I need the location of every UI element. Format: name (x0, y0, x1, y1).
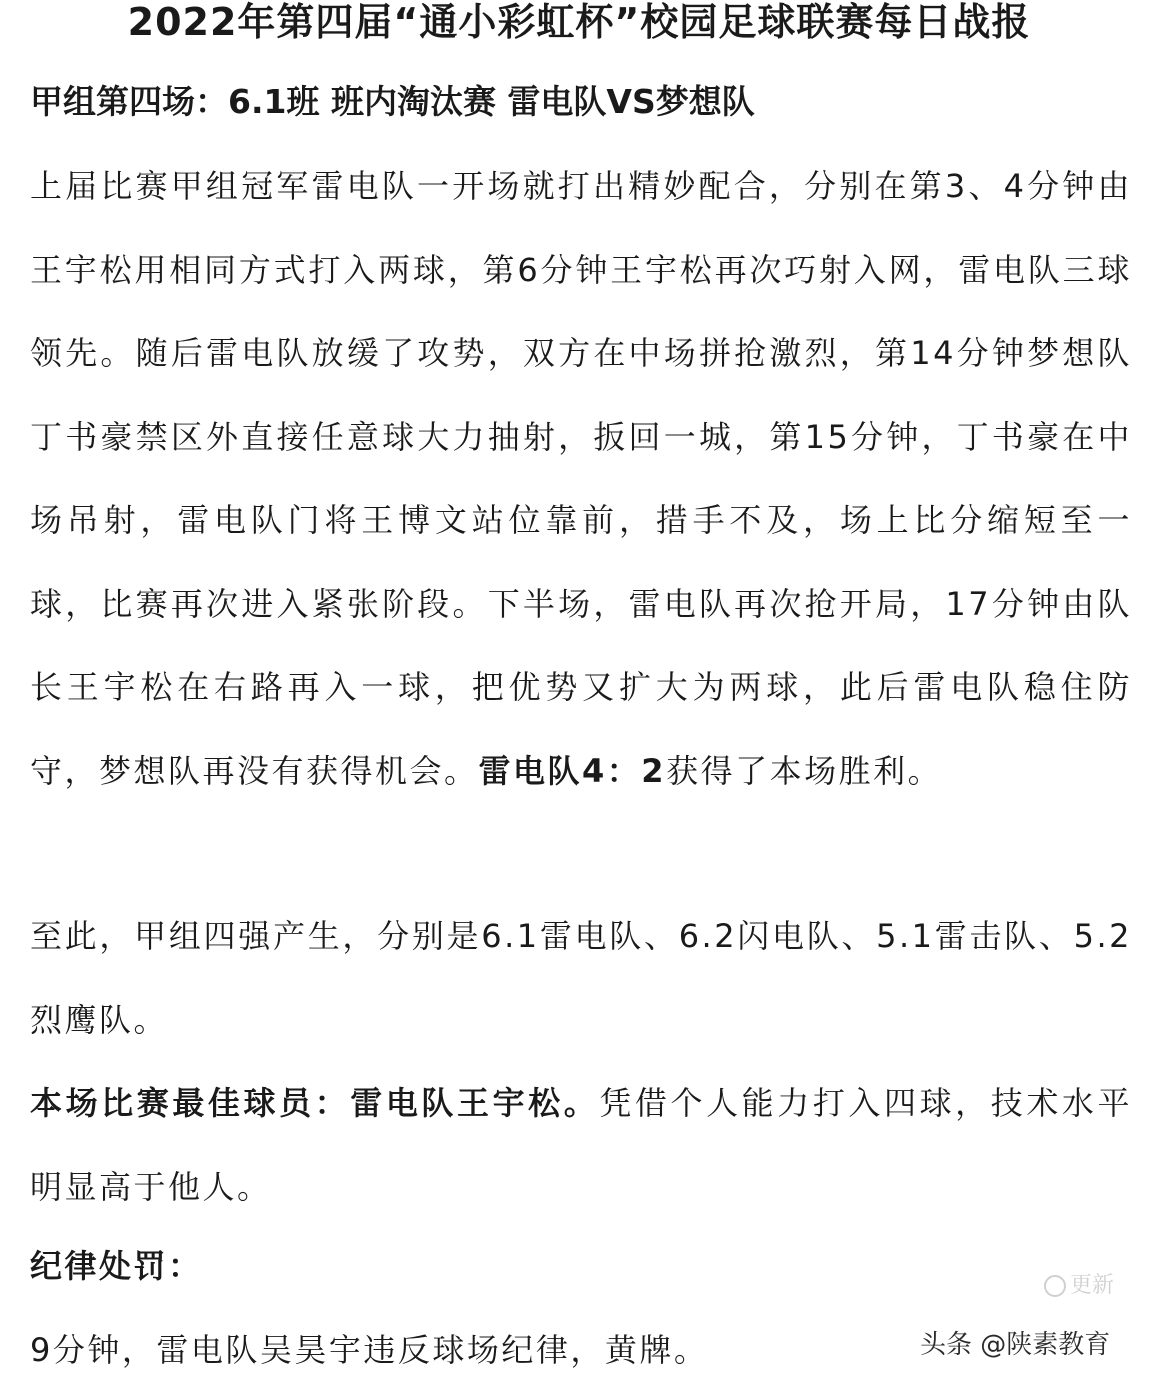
source-watermark: 头条 @陕素教育 (920, 1330, 1111, 1360)
faint-logo-text: 更新 (1070, 1273, 1115, 1298)
match-report-body: 上届比赛甲组冠军雷电队一开场就打出精妙配合，分别在第3、4分钟由王宇松用相同方式打入两球，第6分钟王宇松再次巧射入网，雷电队三球领先。随后雷电队放缓了攻势，双方在中场拼抢激烈，第14分钟梦想队丁书豪禁区外直接任意球大力抽射，扳回一城，第15分钟，丁书豪在中场吊射，雷电队门将王博文站位靠前，措手不及，场上比分缩短至一球，比赛再次进入紧张阶段。下半场，雷电队再次抢开局，17分钟由队长王宇松在右路再入一球，把优势又扩大为两球，此后雷电队稳住防守，梦想队再没有获得机会。 (30, 167, 1132, 790)
discipline-item: 9分钟，雷电队吴昊宇违反球场纪律，黄牌。 (30, 1331, 709, 1369)
match-report-paragraph (30, 145, 1132, 813)
mvp-label: 本场比赛最佳球员：雷电队王宇松。 (30, 1084, 600, 1122)
report-title: 2022年第四届“通小彩虹杯”校园足球联赛每日战报 (127, 0, 1031, 44)
discipline-label: 纪律处罚： (30, 1247, 203, 1285)
match-result-tail: 获得了本场胜利。 (666, 751, 943, 790)
faint-logo-mark (1044, 1268, 1114, 1299)
circle-logo-icon (1044, 1275, 1066, 1297)
match-subtitle: 甲组第四场：6.1班 班内淘汰赛 雷电队VS梦想队 (30, 82, 755, 121)
semifinal-paragraph: 至此，甲组四强产生，分别是6.1雷电队、6.2闪电队、5.1雷击队、5.2烈鹰队。 (30, 917, 1132, 1039)
match-result-score: 雷电队4：2 (478, 751, 667, 790)
mvp-paragraph (30, 1062, 1132, 1229)
mvp-text: 凭借个人能力打入四球，技术水平明显高于他人。 (30, 1084, 1132, 1206)
